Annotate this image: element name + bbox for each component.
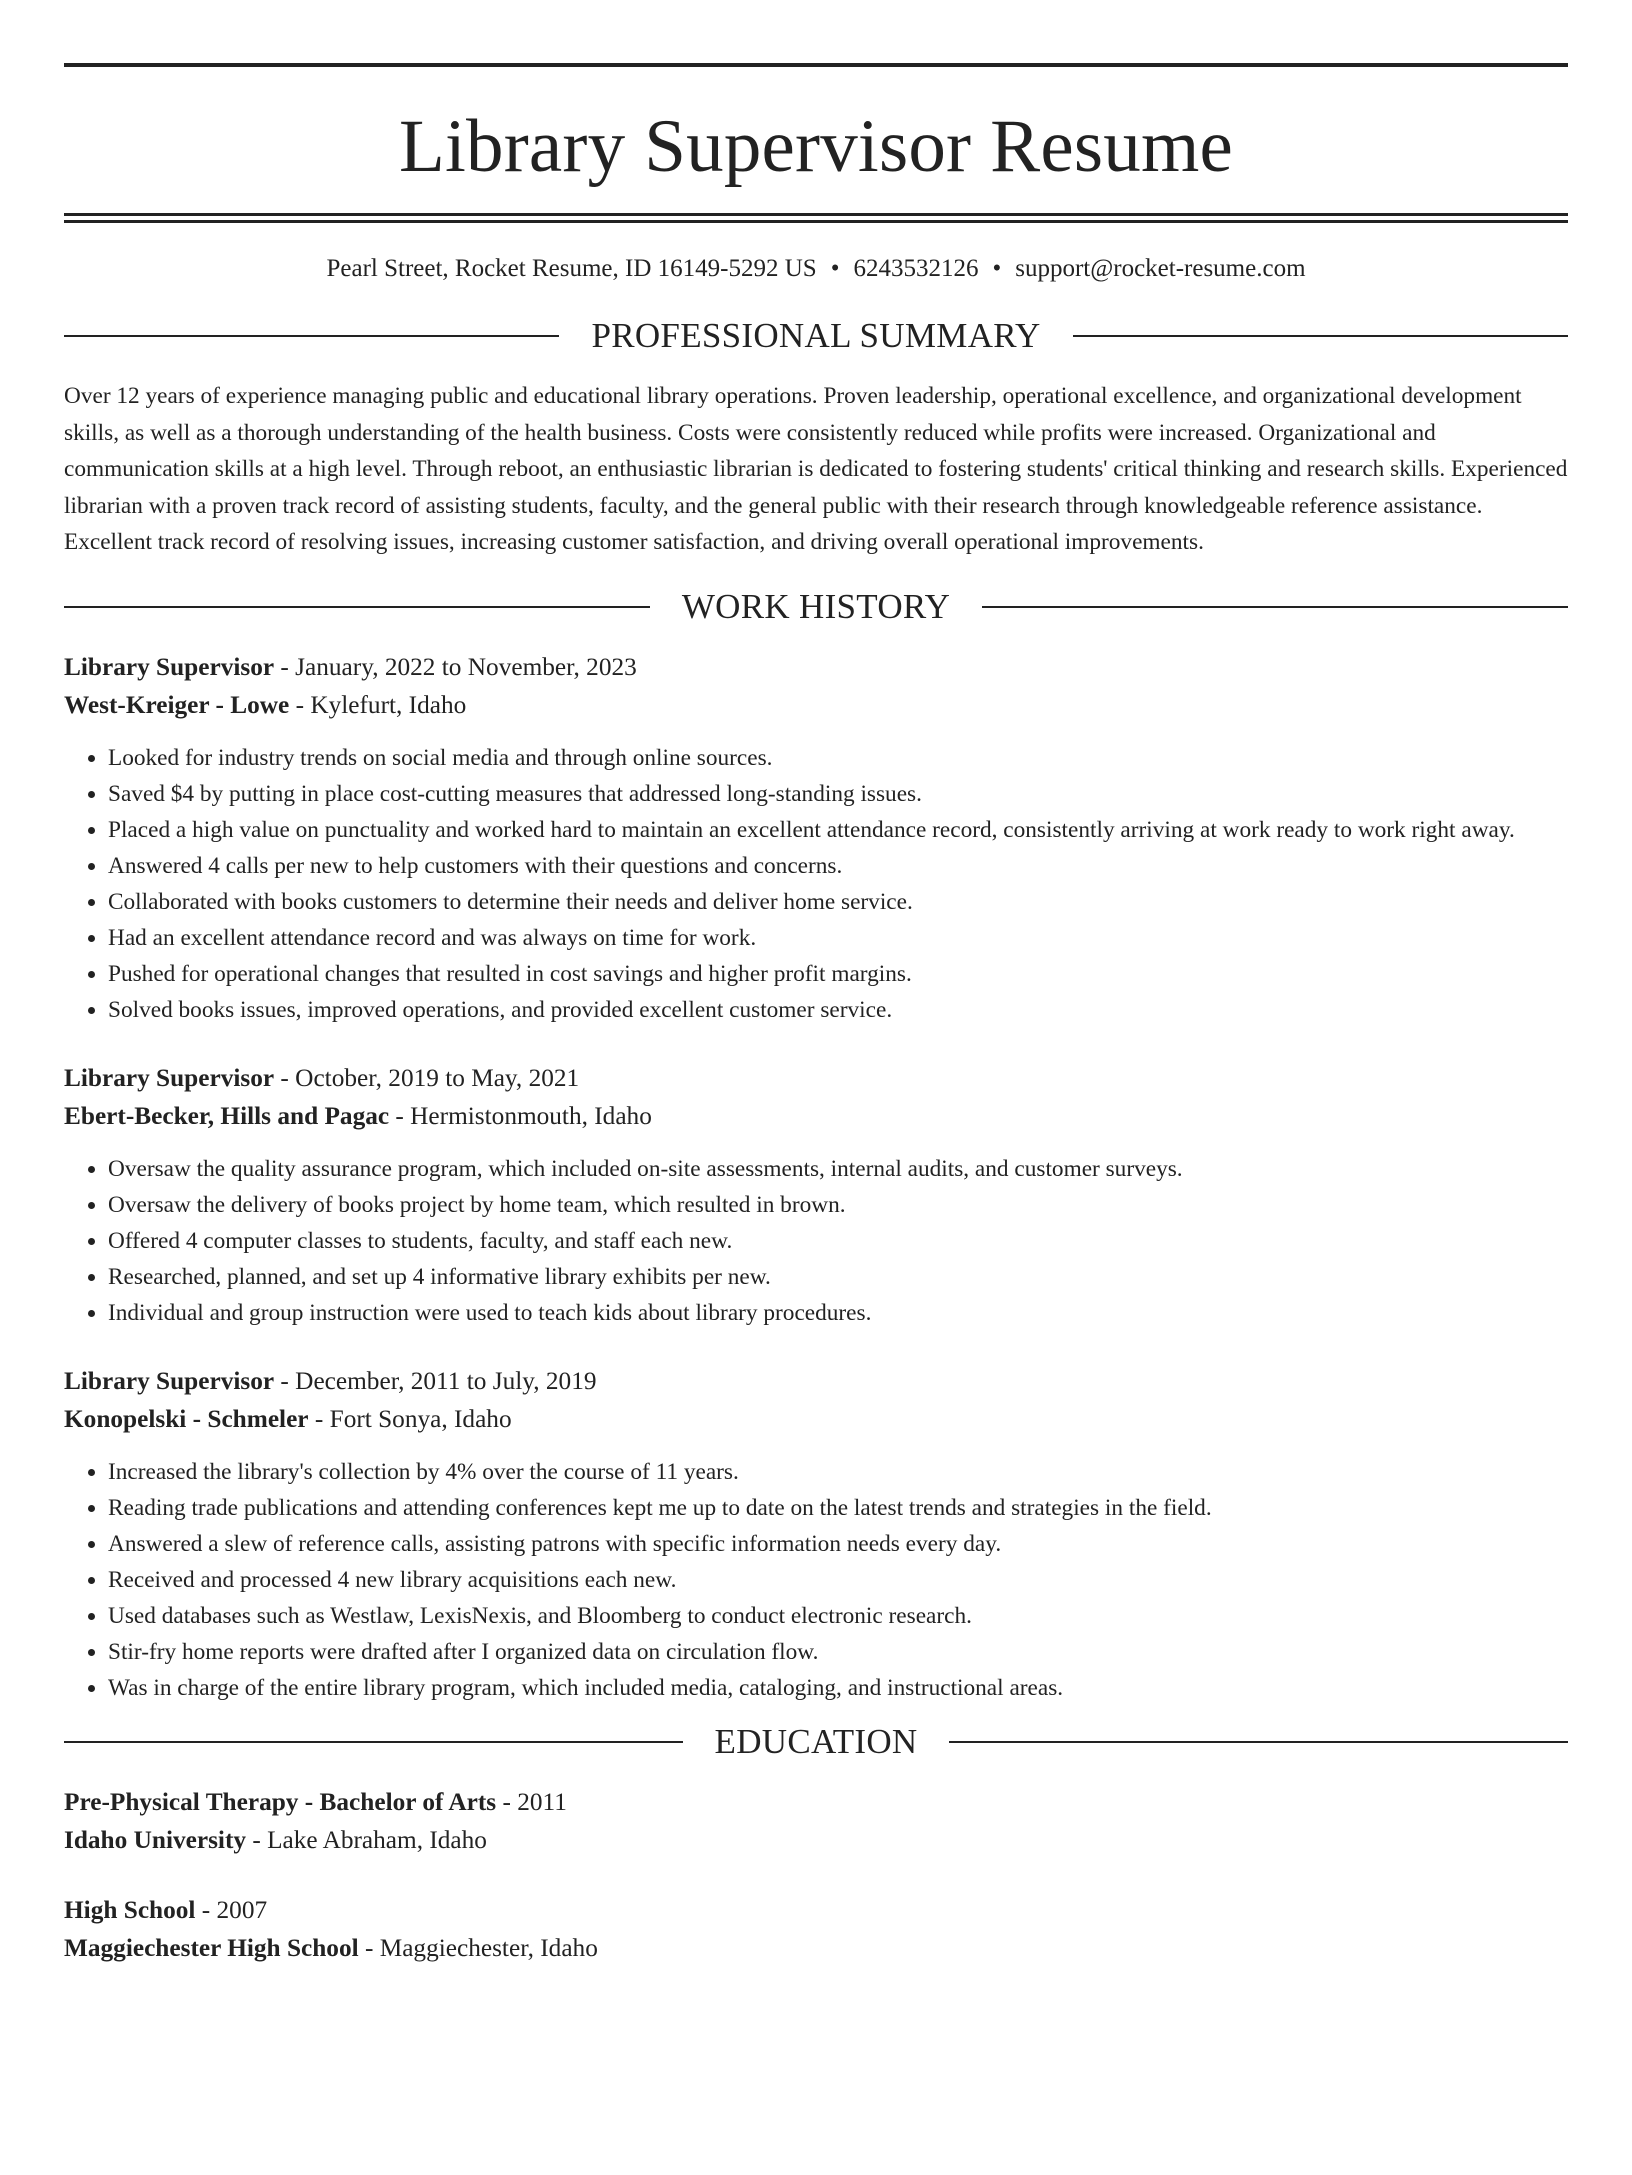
work-section-heading — [64, 587, 1568, 627]
list-item: • Was in charge of the entire library program, which included media, cataloging, and instructional areas. — [108, 1670, 1568, 1706]
contact-email: support@rocket-resume.com — [1015, 255, 1306, 282]
education-location: - Lake Abraham, Idaho — [246, 1826, 487, 1854]
list-item: • Had an excellent attendance record and was always on time for work. — [108, 920, 1568, 956]
contact-separator: • — [992, 255, 1002, 282]
list-item: • Pushed for operational changes that resulted in cost savings and higher profit margins. — [108, 956, 1568, 992]
list-item: • Oversaw the delivery of books project by home team, which resulted in brown. — [108, 1187, 1568, 1223]
education-degree: High School — [64, 1895, 196, 1924]
list-item: • Placed a high value on punctuality and worked hard to maintain an excellent attendance record, consistently arriving at work ready to work right away. — [108, 812, 1568, 848]
heading-rule-right — [949, 1741, 1568, 1743]
job-title: Library Supervisor — [64, 1366, 275, 1395]
education-degree: Pre-Physical Therapy - Bachelor of Arts — [64, 1787, 497, 1816]
list-item: • Reading trade publications and attending conferences kept me up to date on the latest trends and strategies in the field. — [108, 1490, 1568, 1526]
list-item: • Oversaw the quality assurance program, which included on-site assessments, internal audits, and customer surveys. — [108, 1151, 1568, 1187]
job-entry — [64, 648, 1568, 1028]
job-location: - Fort Sonya, Idaho — [308, 1405, 512, 1433]
job-company: Konopelski - Schmeler — [64, 1405, 309, 1433]
list-item: • Increased the library's collection by 4% over the course of 11 years. — [108, 1454, 1568, 1490]
heading-rule-left — [64, 606, 650, 608]
education-entry — [64, 1783, 1568, 1860]
job-bullets — [64, 740, 1568, 1028]
education-school-line — [64, 1821, 1568, 1860]
job-company: West-Kreiger - Lowe — [64, 691, 290, 719]
job-company-line — [64, 686, 1568, 725]
list-item: • Answered 4 calls per new to help customers with their questions and concerns. — [108, 848, 1568, 884]
list-item: • Received and processed 4 new library acquisitions each new. — [108, 1562, 1568, 1598]
list-item: • Researched, planned, and set up 4 informative library exhibits per new. — [108, 1259, 1568, 1295]
summary-text: Over 12 years of experience managing public and educational library operations. Proven leadership, operational excellence, and organizational development skills, as well as a thorough understanding of the health business. Costs were consistently reduced while profits were increased. Organizational and communication skills at a high level. Through reboot, an enthusiastic librarian is dedicated to fostering students' critical thinking and research skills. Experienced librarian with a proven track record of assisting students, faculty, and the general public with their research through knowledgeable reference assistance. Excellent track record of resolving issues, increasing customer satisfaction, and driving overall operational improvements. — [64, 383, 1568, 555]
job-company-line — [64, 1097, 1568, 1136]
list-item: • Looked for industry trends on social media and through online sources. — [108, 740, 1568, 776]
list-item: • Stir-fry home reports were drafted after I organized data on circulation flow. — [108, 1634, 1568, 1670]
contact-separator: • — [830, 255, 840, 282]
work-heading-label: WORK HISTORY — [681, 586, 951, 626]
resume-title: Library Supervisor Resume — [399, 105, 1233, 188]
education-year: - 2011 — [496, 1787, 567, 1816]
job-company-line — [64, 1400, 1568, 1439]
resume-page — [0, 63, 1632, 2175]
list-item: • Answered a slew of reference calls, assisting patrons with specific information needs every day. — [108, 1526, 1568, 1562]
list-item: • Offered 4 computer classes to students, faculty, and staff each new. — [108, 1223, 1568, 1259]
heading-rule-right — [982, 606, 1568, 608]
job-company: Ebert-Becker, Hills and Pagac — [64, 1102, 390, 1130]
summary-heading-label: PROFESSIONAL SUMMARY — [591, 316, 1041, 355]
job-title: Library Supervisor — [64, 652, 275, 681]
job-title: Library Supervisor — [64, 1063, 275, 1092]
heading-rule-left — [64, 1741, 683, 1743]
education-heading-label: EDUCATION — [714, 1721, 918, 1761]
job-title-line — [64, 648, 1568, 687]
job-bullets — [64, 1151, 1568, 1331]
contact-address: Pearl Street, Rocket Resume, ID 16149-5292 US — [326, 255, 817, 282]
job-dates: - October, 2019 to May, 2021 — [274, 1063, 580, 1092]
top-rule — [64, 63, 1568, 67]
job-entry — [64, 1362, 1568, 1706]
contact-phone: 6243532126 — [853, 255, 979, 282]
title-double-rule — [64, 213, 1568, 223]
job-location: - Hermistonmouth, Idaho — [389, 1102, 652, 1130]
education-entry — [64, 1891, 1568, 1968]
heading-rule-right — [1073, 335, 1568, 337]
education-location: - Maggiechester, Idaho — [358, 1934, 598, 1962]
job-bullets — [64, 1454, 1568, 1706]
job-title-line — [64, 1059, 1568, 1098]
list-item: • Solved books issues, improved operations, and provided excellent customer service. — [108, 992, 1568, 1028]
list-item: • Saved $4 by putting in place cost-cutting measures that addressed long-standing issues. — [108, 776, 1568, 812]
summary-section-heading — [64, 316, 1568, 356]
job-dates: - December, 2011 to July, 2019 — [274, 1366, 597, 1395]
education-degree-line — [64, 1783, 1568, 1822]
education-year: - 2007 — [195, 1895, 268, 1924]
education-school-line — [64, 1929, 1568, 1968]
contact-line — [64, 253, 1568, 285]
education-degree-line — [64, 1891, 1568, 1930]
education-section-heading — [64, 1722, 1568, 1762]
job-location: - Kylefurt, Idaho — [289, 691, 467, 719]
list-item: • Collaborated with books customers to determine their needs and deliver home service. — [108, 884, 1568, 920]
job-title-line — [64, 1362, 1568, 1401]
list-item: • Used databases such as Westlaw, LexisNexis, and Bloomberg to conduct electronic research. — [108, 1598, 1568, 1634]
education-school: Maggiechester High School — [64, 1934, 359, 1962]
list-item: • Individual and group instruction were used to teach kids about library procedures. — [108, 1295, 1568, 1331]
job-entry — [64, 1059, 1568, 1331]
job-dates: - January, 2022 to November, 2023 — [274, 652, 637, 681]
heading-rule-left — [64, 335, 559, 337]
education-school: Idaho University — [64, 1826, 247, 1854]
